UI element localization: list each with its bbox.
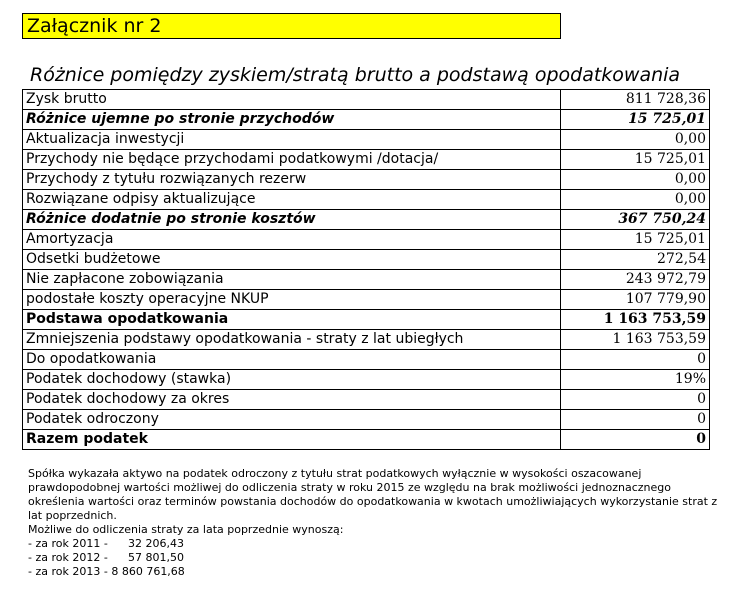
table-row — [23, 110, 710, 130]
loss-item — [28, 537, 718, 551]
table-title: Różnice pomiędzy zyskiem/stratą brutto a podstawą opodatkowania — [30, 64, 681, 86]
row-label: Podstawa opodatkowania — [23, 310, 561, 330]
row-value: 0,00 — [561, 170, 710, 190]
table-row — [23, 210, 710, 230]
row-value: 272,54 — [561, 250, 710, 270]
row-value: 1 163 753,59 — [561, 330, 710, 350]
loss-amount: 8 860 761,68 — [111, 565, 185, 578]
table-row — [23, 250, 710, 270]
row-value: 243 972,79 — [561, 270, 710, 290]
tax-reconciliation-table — [22, 89, 710, 450]
row-value: 1 163 753,59 — [561, 310, 710, 330]
notes-section — [28, 467, 718, 579]
row-label: Różnice ujemne po stronie przychodów — [23, 110, 561, 130]
loss-amount: 57 801,50 — [128, 551, 184, 564]
row-label: podostałe koszty operacyjne NKUP — [23, 290, 561, 310]
table-row — [23, 130, 710, 150]
table-row — [23, 170, 710, 190]
table-row — [23, 330, 710, 350]
row-label: Razem podatek — [23, 430, 561, 450]
row-value: 811 728,36 — [561, 90, 710, 110]
table-row — [23, 90, 710, 110]
table-row — [23, 350, 710, 370]
table-row — [23, 270, 710, 290]
table-row — [23, 290, 710, 310]
notes-intro: Możliwe do odliczenia straty za lata poprzednie wynoszą: — [28, 523, 344, 536]
row-label: Różnice dodatnie po stronie kosztów — [23, 210, 561, 230]
row-value: 0,00 — [561, 130, 710, 150]
row-label: Rozwiązane odpisy aktualizujące — [23, 190, 561, 210]
table-row — [23, 150, 710, 170]
row-label: Przychody nie będące przychodami podatkowymi /dotacja/ — [23, 150, 561, 170]
row-label: Amortyzacja — [23, 230, 561, 250]
table-row — [23, 430, 710, 450]
loss-item — [28, 551, 718, 565]
row-value: 367 750,24 — [561, 210, 710, 230]
row-label: Odsetki budżetowe — [23, 250, 561, 270]
row-value: 19% — [561, 370, 710, 390]
table-row — [23, 190, 710, 210]
row-label: Podatek dochodowy za okres — [23, 390, 561, 410]
table-row — [23, 390, 710, 410]
row-label: Aktualizacja inwestycji — [23, 130, 561, 150]
table-row — [23, 230, 710, 250]
row-value: 0 — [561, 430, 710, 450]
row-value: 0 — [561, 410, 710, 430]
row-value: 15 725,01 — [561, 110, 710, 130]
row-value: 15 725,01 — [561, 230, 710, 250]
row-label: Zmniejszenia podstawy opodatkowania - straty z lat ubiegłych — [23, 330, 561, 350]
notes-paragraph: Spółka wykazała aktywo na podatek odroczony z tytułu strat podatkowych wyłącznie w wysokości oszacowanej prawdopodobnej wartości możliwej do odliczenia straty w roku 2015 ze względu na brak możliwości jednoznacznego określenia wartości oraz terminów powstania dochodów do opodatkowania w kwotach umożliwiających wykorzystanie strat z lat poprzednich. — [28, 467, 718, 522]
table-row — [23, 410, 710, 430]
row-label: Przychody z tytułu rozwiązanych rezerw — [23, 170, 561, 190]
table-row — [23, 310, 710, 330]
attachment-title: Załącznik nr 2 — [22, 13, 561, 39]
loss-year: - za rok 2013 - — [28, 565, 108, 578]
loss-year: - za rok 2012 - — [28, 551, 108, 564]
row-label: Do opodatkowania — [23, 350, 561, 370]
row-label: Podatek dochodowy (stawka) — [23, 370, 561, 390]
row-value: 0 — [561, 350, 710, 370]
table-row — [23, 370, 710, 390]
loss-item — [28, 565, 718, 579]
row-value: 15 725,01 — [561, 150, 710, 170]
row-label: Nie zapłacone zobowiązania — [23, 270, 561, 290]
row-value: 0,00 — [561, 190, 710, 210]
row-label: Zysk brutto — [23, 90, 561, 110]
loss-year: - za rok 2011 - — [28, 537, 108, 550]
row-label: Podatek odroczony — [23, 410, 561, 430]
row-value: 0 — [561, 390, 710, 410]
row-value: 107 779,90 — [561, 290, 710, 310]
loss-amount: 32 206,43 — [128, 537, 184, 550]
